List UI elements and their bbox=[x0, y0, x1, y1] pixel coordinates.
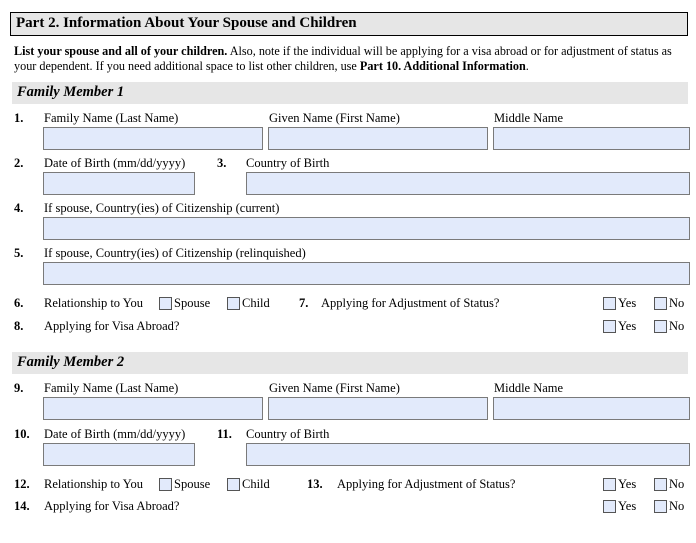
instructions-bold-lead: List your spouse and all of your children. bbox=[14, 44, 228, 58]
part-title: Part 2. Information About Your Spouse and Children bbox=[16, 15, 357, 31]
adjustment-status-label: Applying for Adjustment of Status? bbox=[337, 477, 516, 491]
item-number-12: 12. bbox=[14, 477, 30, 491]
family-name-label: Family Name (Last Name) bbox=[44, 381, 179, 395]
visa-yes-checkbox[interactable] bbox=[603, 500, 616, 513]
middle-name-field[interactable] bbox=[493, 397, 690, 420]
visa-yes-label: Yes bbox=[618, 319, 637, 333]
item-number-4: 4. bbox=[14, 201, 24, 215]
item-number-13: 13. bbox=[307, 477, 323, 491]
given-name-label: Given Name (First Name) bbox=[269, 111, 400, 125]
middle-name-label: Middle Name bbox=[494, 111, 564, 125]
child-option-label: Child bbox=[242, 296, 270, 310]
adjustment-yes-checkbox[interactable] bbox=[603, 478, 616, 491]
citizenship-current-field[interactable] bbox=[43, 217, 690, 240]
adjustment-no-label: No bbox=[669, 296, 685, 310]
adjustment-yes-label: Yes bbox=[618, 296, 637, 310]
relationship-label: Relationship to You bbox=[44, 296, 143, 310]
adjustment-no-label: No bbox=[669, 477, 685, 491]
item-number-10: 10. bbox=[14, 427, 30, 441]
instructions-text bbox=[14, 44, 690, 74]
item-number-11: 11. bbox=[217, 427, 232, 441]
item-number-9: 9. bbox=[14, 381, 24, 395]
spouse-checkbox[interactable] bbox=[159, 297, 172, 310]
visa-yes-label: Yes bbox=[618, 499, 637, 513]
citizenship-relinquished-field[interactable] bbox=[43, 262, 690, 285]
child-checkbox[interactable] bbox=[227, 478, 240, 491]
visa-no-label: No bbox=[669, 499, 685, 513]
item-number-5: 5. bbox=[14, 246, 24, 260]
visa-yes-checkbox[interactable] bbox=[603, 320, 616, 333]
item-number-1: 1. bbox=[14, 111, 24, 125]
item-number-6: 6. bbox=[14, 296, 24, 310]
citizenship-current-label: If spouse, Country(ies) of Citizenship (current) bbox=[44, 201, 280, 215]
relationship-label: Relationship to You bbox=[44, 477, 143, 491]
adjustment-no-checkbox[interactable] bbox=[654, 478, 667, 491]
instructions-bold-ref: Part 10. Additional Information bbox=[359, 59, 526, 73]
family-name-label: Family Name (Last Name) bbox=[44, 111, 179, 125]
family-name-field[interactable] bbox=[43, 127, 263, 150]
family-member-2-title: Family Member 2 bbox=[17, 354, 125, 370]
date-of-birth-field[interactable] bbox=[43, 443, 195, 466]
child-checkbox[interactable] bbox=[227, 297, 240, 310]
given-name-field[interactable] bbox=[268, 397, 488, 420]
visa-abroad-label: Applying for Visa Abroad? bbox=[44, 499, 180, 513]
item-number-2: 2. bbox=[14, 156, 24, 170]
date-of-birth-label: Date of Birth (mm/dd/yyyy) bbox=[44, 156, 186, 170]
adjustment-no-checkbox[interactable] bbox=[654, 297, 667, 310]
visa-no-checkbox[interactable] bbox=[654, 320, 667, 333]
spouse-checkbox[interactable] bbox=[159, 478, 172, 491]
item-number-8: 8. bbox=[14, 319, 24, 333]
visa-abroad-label: Applying for Visa Abroad? bbox=[44, 319, 180, 333]
country-of-birth-label: Country of Birth bbox=[246, 156, 330, 170]
country-of-birth-field[interactable] bbox=[246, 172, 690, 195]
spouse-option-label: Spouse bbox=[174, 296, 211, 310]
family-name-field[interactable] bbox=[43, 397, 263, 420]
date-of-birth-field[interactable] bbox=[43, 172, 195, 195]
adjustment-yes-label: Yes bbox=[618, 477, 637, 491]
item-number-3: 3. bbox=[217, 156, 227, 170]
citizenship-relinquished-label: If spouse, Country(ies) of Citizenship (relinquished) bbox=[44, 246, 306, 260]
child-option-label: Child bbox=[242, 477, 270, 491]
family-member-1-title: Family Member 1 bbox=[17, 84, 125, 100]
date-of-birth-label: Date of Birth (mm/dd/yyyy) bbox=[44, 427, 186, 441]
visa-no-label: No bbox=[669, 319, 685, 333]
given-name-field[interactable] bbox=[268, 127, 488, 150]
adjustment-yes-checkbox[interactable] bbox=[603, 297, 616, 310]
given-name-label: Given Name (First Name) bbox=[269, 381, 400, 395]
item-number-7: 7. bbox=[299, 296, 309, 310]
country-of-birth-label: Country of Birth bbox=[246, 427, 330, 441]
instructions-text-body: Also, note if the individual will be applying for a visa abroad or for adjustment of status as your dependent. If you need additional space to list other children, use bbox=[14, 44, 672, 73]
middle-name-field[interactable] bbox=[493, 127, 690, 150]
adjustment-status-label: Applying for Adjustment of Status? bbox=[321, 296, 500, 310]
country-of-birth-field[interactable] bbox=[246, 443, 690, 466]
middle-name-label: Middle Name bbox=[494, 381, 564, 395]
item-number-14: 14. bbox=[14, 499, 30, 513]
visa-no-checkbox[interactable] bbox=[654, 500, 667, 513]
spouse-option-label: Spouse bbox=[174, 477, 211, 491]
instructions-text-end: . bbox=[525, 59, 529, 73]
